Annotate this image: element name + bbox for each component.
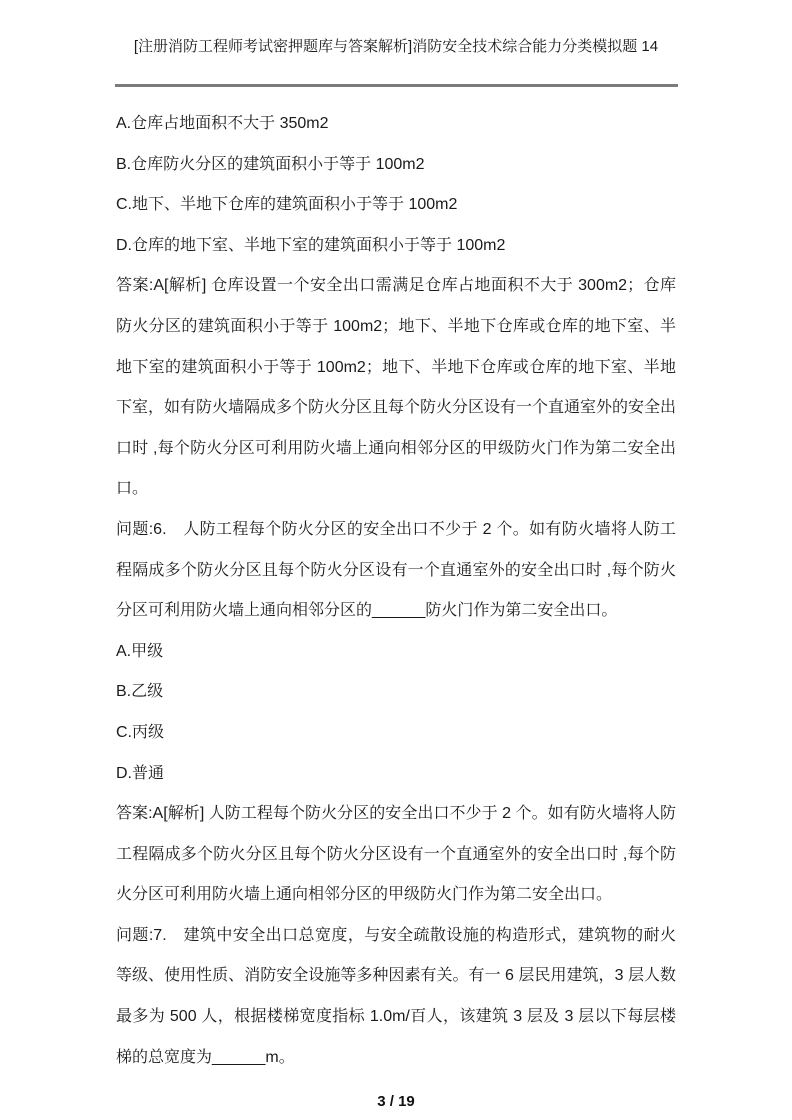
question5-option-c: C.地下、半地下仓库的建筑面积小于等于 100m2 [116,196,458,214]
question6-option-c: C.丙级 [116,723,165,741]
question5-answer: 答案:A[解析] 仓库设置一个安全出口需满足仓库占地面积不大于 300m2；仓库防火分区的建筑面积小于等于 100m2；地下、半地下仓库或仓库的地下室、半地下室的建筑面积小于等于 100m2；地下、半地下仓库或仓库的地下室、半地下室，如有防火墙隔成多个防火分区且每个防火分区设有一个直通室外的安全出口时 ,每个防火分区可利用防火墙上通向相邻分区的甲级防火门作为第二安全出口。 [116,277,677,498]
question5-option-b: B.仓库防火分区的建筑面积小于等于 100m2 [116,155,425,173]
question6-option-b: B.乙级 [116,683,164,701]
question6-text: 问题:6. 人防工程每个防火分区的安全出口不少于 2 个。如有防火墙将人防工程隔成多个防火分区且每个防火分区设有一个直通室外的安全出口时 ,每个防火分区可利用防火墙上通向相邻分区的______防火门作为第二安全出口。 [116,520,676,620]
question6-option-a: A.甲级 [116,642,164,660]
question5-option-d: D.仓库的地下室、半地下室的建筑面积小于等于 100m2 [116,236,506,254]
question6-option-d: D.普通 [116,764,165,782]
question7-text: 问题:7. 建筑中安全出口总宽度，与安全疏散设施的构造形式，建筑物的耐火等级、使用性质、消防安全设施等多种因素有关。有一 6 层民用建筑，3 层人数最多为 500 人，根据楼梯宽度指标 1.0m/百人，该建筑 3 层及 3 层以下每层楼梯的总宽度为______m。 [116,926,676,1066]
question6-answer: 答案:A[解析] 人防工程每个防火分区的安全出口不少于 2 个。如有防火墙将人防工程隔成多个防火分区且每个防火分区设有一个直通室外的安全出口时 ,每个防火分区可利用防火墙上通向相邻分区的甲级防火门作为第二安全出口。 [116,805,676,904]
document-body [116,87,676,1078]
page-title: [注册消防工程师考试密押题库与答案解析]消防安全技术综合能力分类模拟题 14 [133,38,659,55]
question5-option-a: A.仓库占地面积不大于 350m2 [116,115,329,132]
page-number: 3 / 19 [377,1093,415,1111]
